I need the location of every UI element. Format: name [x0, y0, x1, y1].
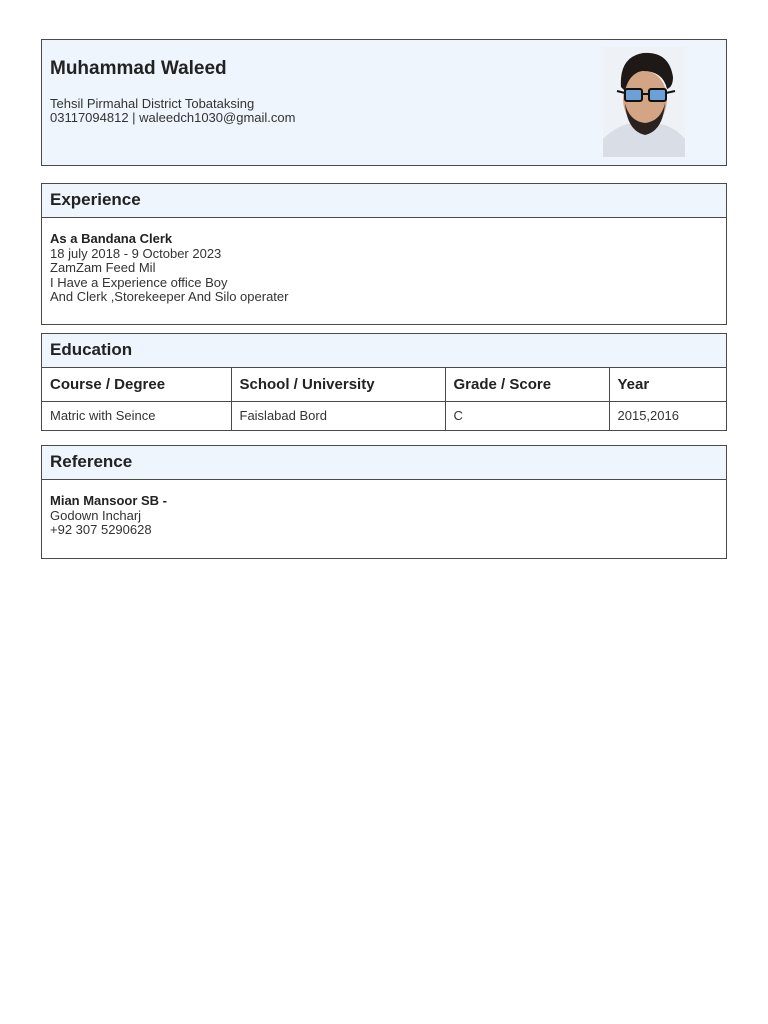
experience-description-1: I Have a Experience office Boy [50, 274, 228, 290]
experience-title: Experience [42, 184, 726, 218]
cell-year: 2015,2016 [617, 408, 679, 424]
table-row [42, 401, 726, 430]
reference-title: Reference [42, 446, 726, 480]
cell-grade: C [445, 401, 609, 430]
header-course: Course / Degree [42, 368, 231, 401]
cell-course: Matric with Seince [42, 401, 231, 430]
experience-description-2: And Clerk ,Storekeeper And Silo operater [50, 289, 289, 305]
profile-photo [603, 47, 685, 157]
education-header-row [42, 368, 726, 401]
header-school: School / University [231, 368, 445, 401]
candidate-name: Muhammad Waleed [50, 58, 227, 79]
contact-text: 03117094812 | waleedch1030@gmail.com [50, 110, 296, 125]
header-grade: Grade / Score [445, 368, 609, 401]
experience-company: ZamZam Feed Mil [50, 260, 156, 276]
experience-role: As a Bandana Clerk [50, 231, 173, 246]
education-section [41, 333, 727, 431]
education-table [42, 368, 726, 430]
header-year: Year [609, 368, 726, 401]
header-card [41, 39, 727, 166]
experience-entry [42, 218, 726, 305]
address-text: Tehsil Pirmahal District Tobataksing [50, 96, 255, 111]
reference-section [41, 445, 727, 559]
education-title: Education [42, 334, 726, 368]
experience-dates: 18 july 2018 - 9 October 2023 [50, 245, 222, 261]
avatar-icon [603, 47, 685, 157]
reference-entry [42, 480, 726, 538]
reference-name: Mian Mansoor SB - [50, 493, 168, 508]
cell-school: Faislabad Bord [231, 401, 445, 430]
reference-position: Godown Incharj [50, 507, 142, 523]
reference-phone: +92 307 5290628 [50, 522, 152, 538]
experience-section [41, 183, 727, 325]
